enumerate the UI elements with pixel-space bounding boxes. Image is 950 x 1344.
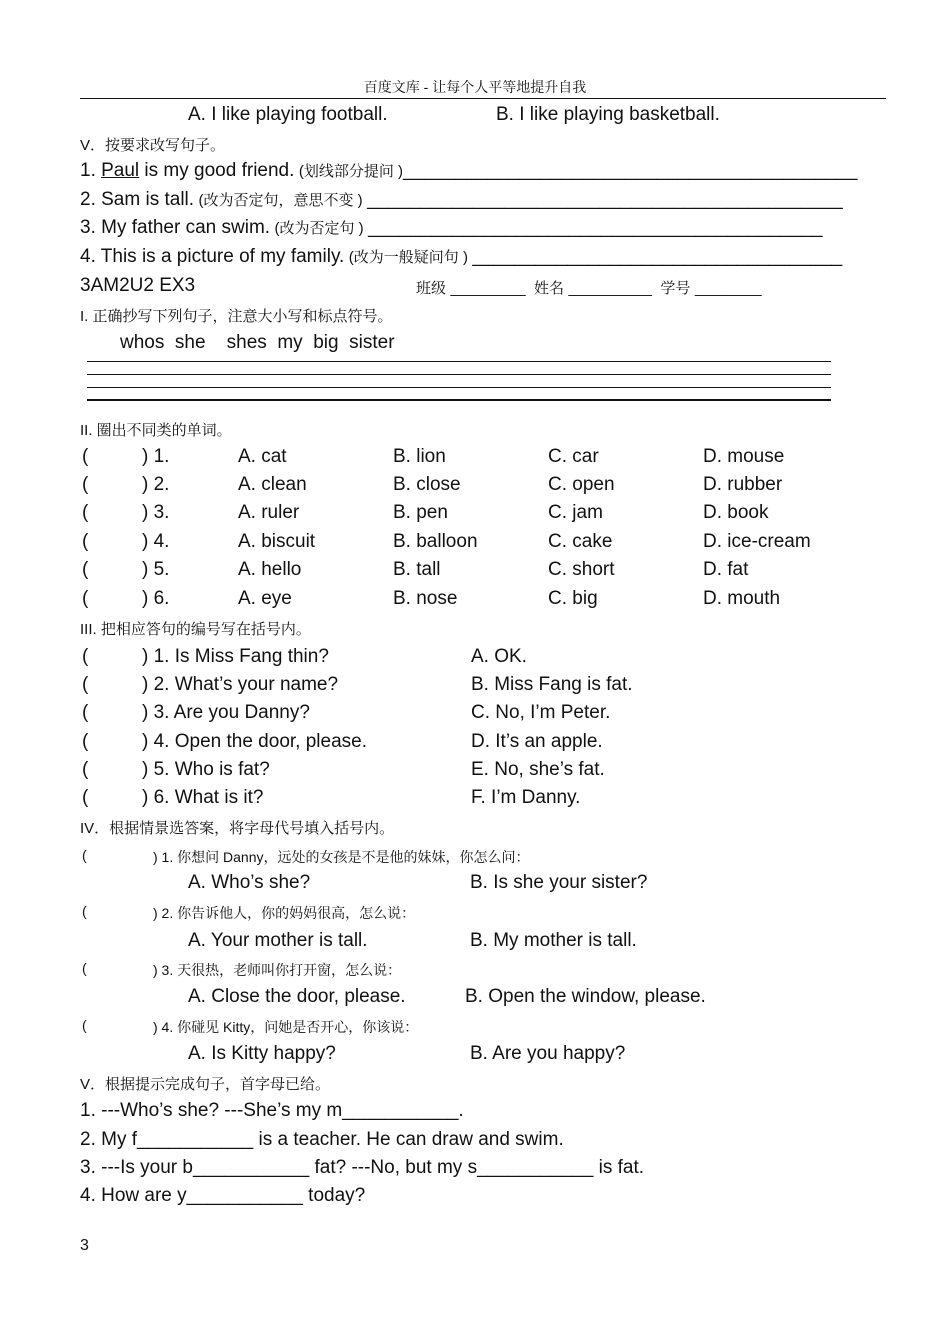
question-number: ) 1. — [142, 446, 170, 467]
option-b: B. pen — [393, 502, 448, 523]
section2-title: II. 圈出不同类的单词。 — [80, 422, 232, 439]
section1-title: I. 正确抄写下列句子，注意大小写和标点符号。 — [80, 308, 393, 325]
rewrite-q1-text: is my good friend. — [139, 160, 295, 181]
rewrite-q3-text: 3. My father can swim. — [80, 217, 271, 238]
top-option-b: B. I like playing basketball. — [496, 104, 720, 125]
answer-bracket[interactable]: ( — [82, 731, 89, 752]
option-a: A. clean — [238, 474, 307, 495]
answer-bracket[interactable]: ( — [82, 903, 87, 919]
question-number: ) 3. — [142, 502, 170, 523]
rewrite-q1-num: 1. — [80, 160, 102, 181]
id-blank[interactable]: ________ — [694, 280, 762, 297]
answer-option: A. OK. — [471, 646, 527, 667]
answer-bracket[interactable]: ( — [82, 474, 89, 495]
choice-b: B. Open the window, please. — [465, 986, 706, 1007]
option-b: B. balloon — [393, 531, 478, 552]
completion-line[interactable]: 1. ---Who’s she? ---She’s my m___________. — [80, 1100, 464, 1121]
option-b: B. lion — [393, 446, 446, 467]
option-c: C. jam — [548, 502, 603, 523]
question-text: ) 5. Who is fat? — [142, 759, 270, 780]
situation-prompt: ) 3. 天很热，老师叫你打开窗，怎么说： — [153, 962, 402, 978]
rewrite-q4-blank[interactable]: ___________________________________ — [472, 246, 843, 267]
answer-bracket[interactable]: ( — [82, 674, 89, 695]
choice-a: A. Your mother is tall. — [188, 930, 368, 951]
rewrite-q1-underlined: Paul — [101, 160, 140, 181]
writing-line-3[interactable] — [87, 387, 831, 388]
situation-prompt: ) 1. 你想问 Danny，远处的女孩是不是他的妹妹，你怎么问： — [153, 849, 530, 865]
rewrite-q2-blank[interactable]: _____________________________________________ — [367, 189, 843, 210]
page-header: 百度文库 - 让每个人平等地提升自我 — [363, 79, 587, 95]
option-a: A. ruler — [238, 502, 300, 523]
answer-bracket[interactable]: ( — [82, 960, 87, 976]
option-b: B. tall — [393, 559, 441, 580]
answer-option: E. No, she’s fat. — [471, 759, 605, 780]
name-label: 姓名 — [534, 280, 565, 297]
answer-option: B. Miss Fang is fat. — [471, 674, 633, 695]
answer-bracket[interactable]: ( — [82, 759, 89, 780]
question-number: ) 2. — [142, 474, 170, 495]
student-info — [416, 277, 762, 298]
option-c: C. open — [548, 474, 615, 495]
rewrite-q3-blank[interactable]: ___________________________________________ — [368, 217, 823, 238]
answer-bracket[interactable]: ( — [82, 502, 89, 523]
option-d: D. mouse — [703, 446, 785, 467]
rewrite-section-title: V．按要求改写句子。 — [80, 137, 226, 154]
option-b: B. nose — [393, 588, 458, 609]
answer-bracket[interactable]: ( — [82, 446, 89, 467]
question-text: ) 1. Is Miss Fang thin? — [142, 646, 329, 667]
rewrite-q4-text: 4. This is a picture of my family. — [80, 246, 345, 267]
choice-b: B. Is she your sister? — [470, 872, 648, 893]
name-blank[interactable]: __________ — [568, 280, 652, 297]
option-a: A. hello — [238, 559, 302, 580]
answer-option: F. I’m Danny. — [471, 787, 581, 808]
rewrite-q3-hint: (改为否定句 ) — [274, 220, 364, 237]
option-d: D. rubber — [703, 474, 783, 495]
answer-bracket[interactable]: ( — [82, 531, 89, 552]
answer-bracket[interactable]: ( — [82, 702, 89, 723]
question-text: ) 3. Are you Danny? — [142, 702, 310, 723]
rewrite-q2-text: 2. Sam is tall. — [80, 189, 195, 210]
question-text: ) 4. Open the door, please. — [142, 731, 367, 752]
rewrite-q2-hint: (改为否定句，意思不变 ) — [198, 192, 363, 209]
section3-title: III. 把相应答句的编号写在括号内。 — [80, 621, 311, 638]
id-label: 学号 — [660, 280, 691, 297]
rewrite-question-1 — [80, 160, 857, 182]
section1-words: whos she shes my big sister — [120, 332, 395, 353]
choice-b: B. My mother is tall. — [470, 930, 637, 951]
option-c: C. big — [548, 588, 598, 609]
question-text: ) 2. What’s your name? — [142, 674, 339, 695]
question-number: ) 5. — [142, 559, 170, 580]
rewrite-question-3 — [80, 217, 823, 239]
question-number: ) 6. — [142, 588, 170, 609]
class-blank[interactable]: _________ — [450, 280, 526, 297]
completion-line[interactable]: 3. ---Is your b___________ fat? ---No, but my s___________ is fat. — [80, 1157, 644, 1178]
class-label: 班级 — [416, 280, 447, 297]
option-d: D. fat — [703, 559, 749, 580]
option-d: D. book — [703, 502, 769, 523]
option-c: C. cake — [548, 531, 613, 552]
option-d: D. mouth — [703, 588, 781, 609]
option-b: B. close — [393, 474, 461, 495]
option-c: C. short — [548, 559, 615, 580]
answer-option: C. No, I’m Peter. — [471, 702, 611, 723]
page-number: 3 — [80, 1237, 89, 1254]
writing-line-1[interactable] — [87, 361, 831, 362]
question-number: ) 4. — [142, 531, 170, 552]
question-text: ) 6. What is it? — [142, 787, 264, 808]
choice-a: A. Is Kitty happy? — [188, 1043, 336, 1064]
answer-bracket[interactable]: ( — [82, 787, 89, 808]
rewrite-question-4 — [80, 246, 842, 268]
choice-a: A. Who’s she? — [188, 872, 311, 893]
option-a: A. eye — [238, 588, 292, 609]
header-rule — [80, 98, 886, 99]
choice-a: A. Close the door, please. — [188, 986, 406, 1007]
situation-prompt: ) 4. 你碰见 Kitty，问她是否开心，你该说： — [153, 1019, 419, 1035]
answer-bracket[interactable]: ( — [82, 847, 87, 863]
section4-title: IV．根据情景选答案，将字母代号填入括号内。 — [80, 820, 395, 837]
rewrite-q1-hint: (划线部分提问 ) — [298, 163, 404, 180]
rewrite-q1-blank[interactable]: ___________________________________________ — [403, 160, 858, 181]
option-a: A. biscuit — [238, 531, 316, 552]
rewrite-question-2 — [80, 189, 843, 211]
situation-prompt: ) 2. 你告诉他人，你的妈妈很高，怎么说： — [153, 905, 416, 921]
answer-bracket[interactable]: ( — [82, 646, 89, 667]
exercise-title: 3AM2U2 EX3 — [80, 275, 196, 296]
completion-line[interactable]: 4. How are y___________ today? — [80, 1185, 366, 1206]
option-c: C. car — [548, 446, 599, 467]
option-a: A. cat — [238, 446, 287, 467]
writing-line-4[interactable] — [87, 399, 831, 401]
answer-bracket[interactable]: ( — [82, 559, 89, 580]
answer-option: D. It’s an apple. — [471, 731, 603, 752]
section5-title: V．根据提示完成句子，首字母已给。 — [80, 1076, 331, 1093]
answer-bracket[interactable]: ( — [82, 1017, 87, 1033]
completion-line[interactable]: 2. My f___________ is a teacher. He can draw and swim. — [80, 1129, 564, 1150]
rewrite-q4-hint: (改为一般疑问句 ) — [348, 249, 468, 266]
answer-bracket[interactable]: ( — [82, 588, 89, 609]
option-d: D. ice-cream — [703, 531, 811, 552]
top-option-a: A. I like playing football. — [188, 104, 388, 125]
choice-b: B. Are you happy? — [470, 1043, 626, 1064]
writing-line-2[interactable] — [87, 374, 831, 375]
